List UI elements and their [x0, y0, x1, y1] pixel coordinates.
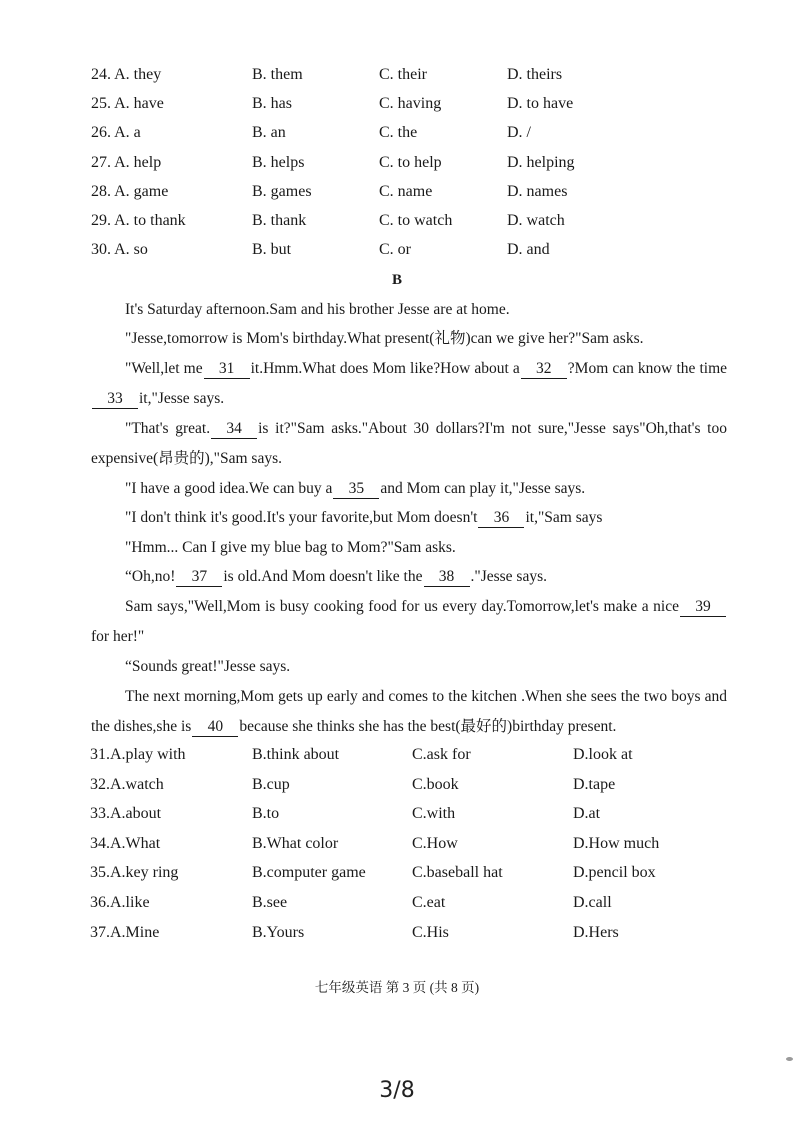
blank-35: 35 — [333, 480, 379, 499]
option-b: B.Yours — [252, 924, 305, 941]
blank-36: 36 — [478, 509, 524, 528]
option-row-32 — [0, 776, 794, 800]
option-c: C.His — [412, 924, 449, 941]
option-c: C. or — [379, 241, 411, 258]
option-d: D.at — [573, 805, 601, 822]
passage-paragraph: "Well,let me 31 it.Hmm.What does Mom like?How about a 32 ?Mom can know the time33 it,"Jesse says. — [91, 354, 727, 414]
option-a: 24. A. they — [91, 66, 162, 83]
scan-speck — [786, 1057, 793, 1061]
option-a: 29. A. to thank — [91, 212, 186, 229]
option-b: B.to — [252, 805, 280, 822]
option-d: D. names — [507, 183, 568, 200]
passage-paragraph: "I have a good idea.We can buy a 35 and Mom can play it,"Jesse says. — [125, 480, 586, 497]
option-b: B. helps — [252, 154, 305, 171]
option-a: 34.A.What — [90, 835, 161, 852]
blank-38: 38 — [424, 568, 470, 587]
option-b: B.cup — [252, 776, 290, 793]
blank-40: 40 — [192, 718, 238, 737]
option-a: 27. A. help — [91, 154, 162, 171]
option-c: C. the — [379, 124, 418, 141]
option-a: 36.A.like — [90, 894, 150, 911]
passage-paragraph: “Oh,no! 37 is old.And Mom doesn't like the 38 ."Jesse says. — [125, 568, 548, 585]
option-d: D.How much — [573, 835, 660, 852]
passage-paragraph: The next morning,Mom gets up early and comes to the kitchen .When she sees the two boys and the dishes,she is 40 because she thinks she has the best(最好的)birthday present. — [91, 688, 727, 735]
passage-paragraph: "I don't think it's good.It's your favorite,but Mom doesn't 36 it,"Sam says — [125, 509, 603, 526]
option-b: B. an — [252, 124, 286, 141]
option-a: 25. A. have — [91, 95, 164, 112]
option-a: 37.A.Mine — [90, 924, 160, 941]
option-a: 31.A.play with — [90, 746, 186, 763]
option-d: D. and — [507, 241, 550, 258]
blank-34: 34 — [211, 420, 257, 439]
passage-paragraph: "Hmm... Can I give my blue bag to Mom?"Sam asks. — [125, 539, 456, 556]
option-row-33 — [0, 805, 794, 829]
option-c: C.How — [412, 835, 458, 852]
option-d: D. to have — [507, 95, 574, 112]
option-a: 26. A. a — [91, 124, 141, 141]
option-d: D. / — [507, 124, 531, 141]
option-d: D.look at — [573, 746, 633, 763]
option-a: 30. A. so — [91, 241, 148, 258]
option-row-28 — [0, 183, 794, 207]
passage-paragraph: Sam says,"Well,Mom is busy cooking food for us every day.Tomorrow,let's make a nice 39for her!" — [91, 592, 727, 652]
option-b: B. has — [252, 95, 292, 112]
page-number: 3/8 — [379, 1078, 415, 1103]
page-footer: 七年级英语 第 3 页 (共 8 页) — [314, 980, 480, 995]
option-d: D.call — [573, 894, 612, 911]
option-row-36 — [0, 894, 794, 918]
option-d: D.tape — [573, 776, 616, 793]
option-c: C. their — [379, 66, 427, 83]
blank-32: 32 — [521, 360, 567, 379]
option-d: D. watch — [507, 212, 565, 229]
option-d: D.pencil box — [573, 864, 656, 881]
option-a: 33.A.about — [90, 805, 162, 822]
option-c: C. name — [379, 183, 433, 200]
blank-33: 33 — [92, 390, 138, 409]
option-row-35 — [0, 864, 794, 888]
option-c: C. to watch — [379, 212, 453, 229]
option-c: C.baseball hat — [412, 864, 503, 881]
option-a: 32.A.watch — [90, 776, 164, 793]
option-b: B.think about — [252, 746, 340, 763]
option-b: B.What color — [252, 835, 339, 852]
option-d: D. theirs — [507, 66, 563, 83]
passage-paragraph: "Jesse,tomorrow is Mom's birthday.What present(礼物)can we give her?"Sam asks. — [125, 330, 644, 347]
passage-paragraph: It's Saturday afternoon.Sam and his brother Jesse are at home. — [125, 301, 510, 318]
section-b-heading: B — [391, 272, 402, 288]
option-row-30 — [0, 241, 794, 265]
option-row-24 — [0, 66, 794, 90]
option-c: C.with — [412, 805, 456, 822]
option-a: 35.A.key ring — [90, 864, 179, 881]
option-b: B.see — [252, 894, 288, 911]
option-b: B. thank — [252, 212, 307, 229]
option-row-37 — [0, 924, 794, 948]
option-row-27 — [0, 154, 794, 178]
option-row-29 — [0, 212, 794, 236]
option-c: C.eat — [412, 894, 446, 911]
blank-39: 39 — [680, 598, 726, 617]
blank-37: 37 — [176, 568, 222, 587]
passage-paragraph: “Sounds great!"Jesse says. — [125, 658, 291, 675]
option-c: C.ask for — [412, 746, 471, 763]
blank-31: 31 — [204, 360, 250, 379]
option-c: C.book — [412, 776, 459, 793]
option-c: C. having — [379, 95, 442, 112]
option-b: B. but — [252, 241, 292, 258]
passage-paragraph: "That's great. 34 is it?"Sam asks."About 30 dollars?I'm not sure,"Jesse says"Oh,that's too expensive(昂贵的),"Sam says. — [91, 420, 727, 467]
option-d: D.Hers — [573, 924, 619, 941]
option-d: D. helping — [507, 154, 575, 171]
option-c: C. to help — [379, 154, 442, 171]
option-b: B. them — [252, 66, 303, 83]
option-b: B.computer game — [252, 864, 366, 881]
option-a: 28. A. game — [91, 183, 169, 200]
option-row-26 — [0, 124, 794, 148]
option-row-25 — [0, 95, 794, 119]
option-row-34 — [0, 835, 794, 859]
option-row-31 — [0, 746, 794, 770]
option-b: B. games — [252, 183, 312, 200]
